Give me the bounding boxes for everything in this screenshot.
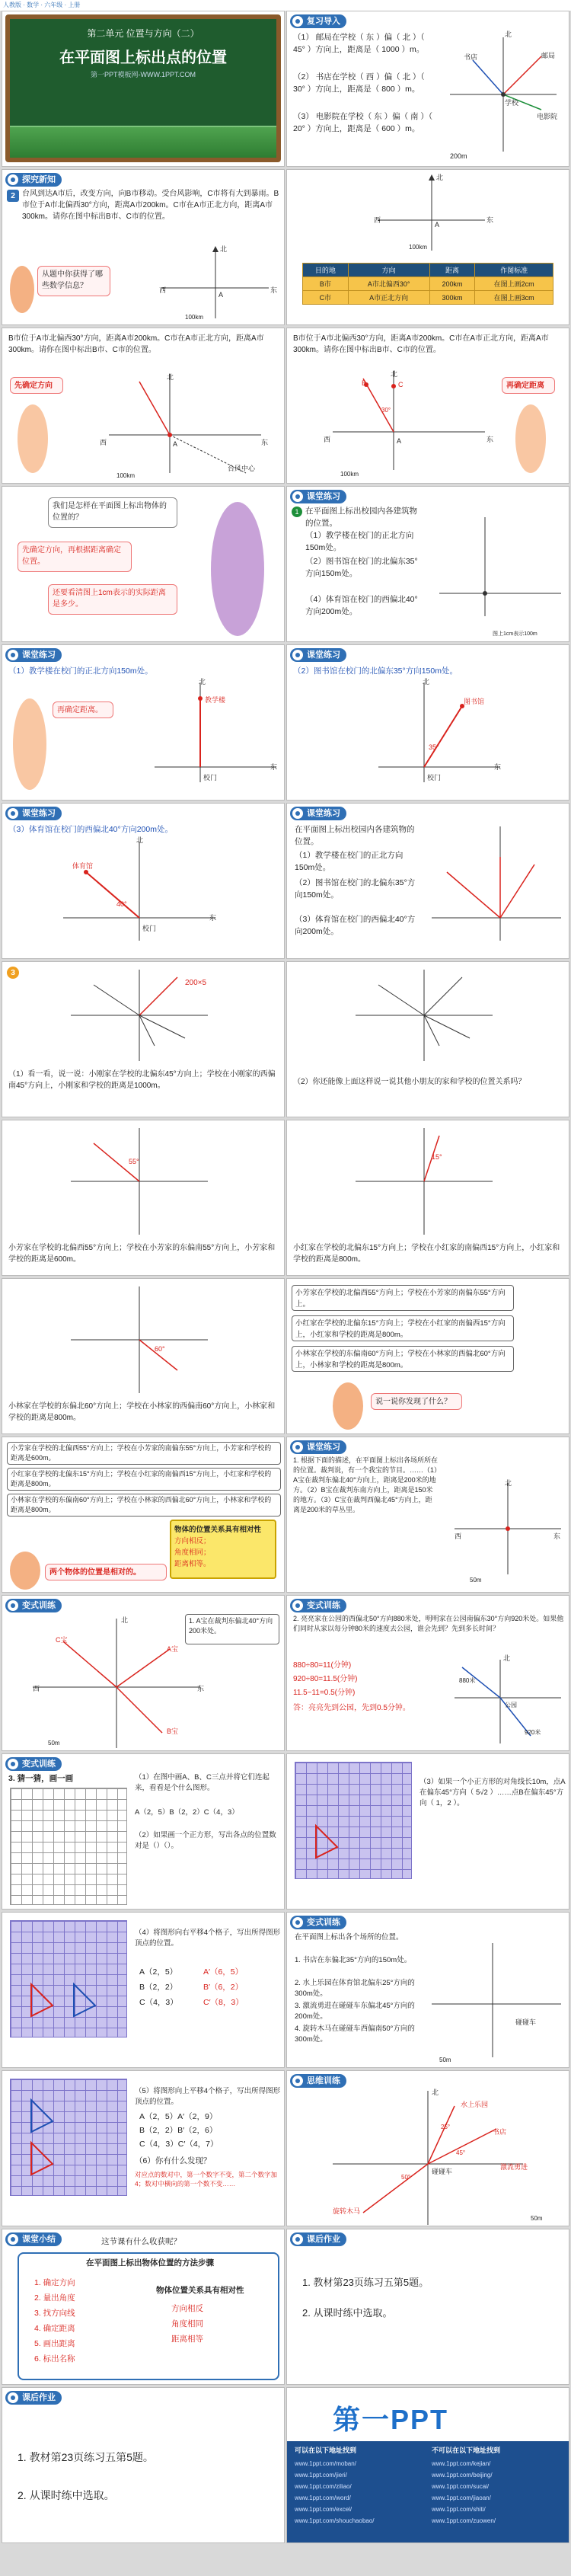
section-badge: 课堂练习 xyxy=(290,490,346,503)
slide-5[interactable] xyxy=(2,328,285,484)
angle-label: 40° xyxy=(116,900,127,908)
relativity-2: 角度相同 xyxy=(171,2319,203,2328)
map-north: 北 xyxy=(167,373,174,381)
link[interactable]: www.1ppt.com/jiaoan/ xyxy=(432,2495,491,2501)
description-text: 小芳家在学校的北偏西55°方向上；学校在小芳家的东偏南55°方向上，小芳家和学校的距离是600m。 xyxy=(8,1244,276,1264)
distance-map xyxy=(317,371,500,478)
map-east: 东 xyxy=(197,1685,205,1692)
task-text: （3）体育馆在校门的西偏北40°方向200m处。 xyxy=(8,825,173,834)
map-north: 北 xyxy=(220,245,228,253)
relativity-title: 物体位置关系具有相对性 xyxy=(156,2286,244,2295)
map-west: 西 xyxy=(455,1532,462,1540)
exercise-intro: 在平面图上标出校园内各建筑物的位置。 xyxy=(295,825,415,846)
section-badge: 课堂练习 xyxy=(290,1440,346,1454)
map-scale: 50m xyxy=(470,1577,482,1584)
table-row: C市 A市正北方向 300km 在图上画3cm xyxy=(303,291,553,305)
relativity-1: 方向相反 xyxy=(171,2304,203,2313)
slide-15[interactable] xyxy=(2,1120,285,1276)
link[interactable]: www.1ppt.com/shiti/ xyxy=(432,2506,486,2513)
ppt-logo: 第一PPT xyxy=(333,2404,449,2435)
badge-dot-icon xyxy=(292,2234,303,2245)
hint-box: 1. A宝在裁判东偏北40°方向200米处。 xyxy=(185,1614,279,1644)
section-badge: 课堂小结 xyxy=(5,2232,62,2246)
bookstore-label: 书店 xyxy=(493,2128,507,2136)
answer-bubble-2: 还要看清图上1cm表示的实际距离是多少。 xyxy=(48,584,177,615)
girl-illustration xyxy=(13,698,46,790)
map-a: A xyxy=(435,221,440,229)
badge-dot-icon xyxy=(292,2076,303,2086)
map-north: 北 xyxy=(436,174,444,181)
exercise-item-3: （3）体育馆在校门的西偏北40°方向200m处。 xyxy=(295,915,416,936)
links-panel xyxy=(287,2441,569,2543)
slide-26[interactable] xyxy=(286,1912,569,2068)
hint-bubble: 先确定方向 xyxy=(10,377,63,394)
gym-label: 体育馆 xyxy=(72,862,94,870)
angle-label: 60° xyxy=(155,1345,165,1353)
exercise-item-2: A（2，5）B（2，2）C（4，3） xyxy=(135,1808,239,1817)
slide-17[interactable] xyxy=(2,1278,285,1434)
student-illustration xyxy=(333,1382,363,1430)
slide-20[interactable] xyxy=(286,1437,569,1593)
park-answer-map xyxy=(333,2091,523,2225)
library-label: 图书馆 xyxy=(464,698,485,705)
answer-bubble-1: 先确定方向，再根据距离确定位置。 xyxy=(18,542,132,572)
question-bubble: 从题中你获得了哪些数学信息？ xyxy=(37,266,110,296)
problem-number: 3 xyxy=(7,967,19,979)
translate-right-plot xyxy=(10,1920,127,2037)
point-b: B xyxy=(362,379,367,387)
map-east: 东 xyxy=(486,436,494,443)
badge-dot-icon xyxy=(292,1917,303,1928)
finding-note: 对应点的数对中，第一个数字不变，第二个数字加4；数对中横向的第一个数不变…… xyxy=(135,2171,278,2188)
exercise-item-2: （2）图书馆在校门的北偏东35°方向150m处。 xyxy=(295,878,416,900)
map-cinema: 电影院 xyxy=(537,113,558,120)
map-north: 北 xyxy=(423,678,430,686)
a-treasure: A宝 xyxy=(167,1645,179,1653)
map-north: 北 xyxy=(136,836,144,844)
section-badge: 课堂练习 xyxy=(5,648,62,662)
slide-8[interactable] xyxy=(286,486,569,642)
section-badge: 思维训练 xyxy=(290,2074,346,2088)
exercise-item-1: （1）教学楼在校门的正北方向150m处。 xyxy=(295,851,404,872)
slide-14[interactable] xyxy=(286,961,569,1117)
exercise-item-5: （5）将图形向上平移4个格子，写出所得图形顶点的位置。 xyxy=(135,2087,281,2106)
slide-3[interactable] xyxy=(2,169,285,325)
homework-item-1: 1. 教材第23页练习五第5题。 xyxy=(18,2451,154,2463)
home-school-map xyxy=(348,970,500,1061)
lin-map xyxy=(63,1286,215,1393)
section-badge: 变式训练 xyxy=(290,1916,346,1929)
rapids-label: 激流勇进 xyxy=(500,2163,528,2171)
task-text: （1）教学楼在校门的正北方向150m处。 xyxy=(8,666,153,676)
water-park-label: 水上乐园 xyxy=(461,2101,489,2108)
girl-illustration xyxy=(18,404,48,473)
b-treasure: B宝 xyxy=(167,1727,179,1735)
slide-11[interactable] xyxy=(2,803,285,959)
relativity-3: 距离相等 xyxy=(171,2335,203,2344)
badge-dot-icon xyxy=(8,650,18,660)
problem-map xyxy=(155,246,276,322)
description-text: 小红家在学校的北偏东15°方向上；学校在小红家的南偏西15°方向上，小红家和学校的距离是800m。 xyxy=(293,1244,560,1264)
exercise-item-2: 2. 水上乐园在体育馆北偏东25°方向的300m处。 xyxy=(295,1979,415,1998)
map-scale: 100km xyxy=(185,314,204,321)
ask-bubble: 说一说你发现了什么？ xyxy=(371,1393,462,1410)
relation-item-2: 小红家在学校的北偏东15°方向上；学校在小红家的南偏西15°方向上，小红家和学校的距离是800m。 xyxy=(292,1315,514,1341)
section-badge: 变式训练 xyxy=(290,1599,346,1612)
angle-label: 15° xyxy=(432,1153,442,1161)
conclusion-bubble: 两个物体的位置是相对的。 xyxy=(45,1564,167,1580)
slide-13[interactable] xyxy=(2,961,285,1117)
link[interactable]: www.1ppt.com/ziliao/ xyxy=(295,2483,352,2490)
exercise-item-6: （6）你有什么发现？ xyxy=(135,2156,212,2165)
slide-30[interactable] xyxy=(286,2229,569,2385)
exercise-item-1: 1. 书店在东偏北35°方向的150m处。 xyxy=(295,1956,412,1964)
exercise-intro: 在平面图上标出校园内各建筑物的位置。 xyxy=(305,507,417,528)
step-5: 5. 画出距离 xyxy=(34,2339,75,2348)
exercise-text: 1. 根据下面的描述，在平面图上标出各场所所在的位置。裁判说，有一个我宝的节目。……（1）A宝在裁判东偏北40°方向上，距离是200米的地方。（2）B宝在裁判东南方向上，距离是150米的地方。（3）C宝在裁判西偏北45°方向上，距离是200米的草丛里。 xyxy=(293,1456,439,1513)
badge-dot-icon xyxy=(8,1759,18,1769)
badge-dot-icon xyxy=(8,174,18,185)
hong-map xyxy=(348,1128,500,1235)
slide-1[interactable] xyxy=(2,11,285,167)
problem-number: 2 xyxy=(7,190,19,202)
section-badge: 课堂练习 xyxy=(5,807,62,820)
girl-illustration xyxy=(515,404,546,473)
triangle-plot xyxy=(295,1762,412,1879)
carousel-label: 旋转木马 xyxy=(333,2207,361,2215)
map-scale: 100km xyxy=(340,471,359,478)
badge-dot-icon xyxy=(292,491,303,502)
relation-item-3: 小林家在学校的东偏南60°方向上；学校在小林家的西偏北60°方向上，小林家和学校的距离是800m。 xyxy=(7,1494,281,1517)
section-badge: 课后作业 xyxy=(5,2391,62,2405)
slide-27[interactable] xyxy=(2,2070,285,2226)
map-east: 东 xyxy=(494,763,502,771)
relation-item-3: 小林家在学校的东偏南60°方向上；学校在小林家的西偏北60°方向上，小林家和学校的距离是800m。 xyxy=(292,1346,514,1372)
scale-note: 200×5 xyxy=(185,979,207,987)
problem-text: 台风到达A市后，改变方向，向B市移动。受台风影响，C市将有大到暴雨。B市位于A市北偏西30°方向，距离A市200km。C市在A市正北方向，距离A市300km。请你在图中标出B市、C市的位置。 xyxy=(22,190,279,221)
map-north: 北 xyxy=(503,1654,511,1662)
map-east: 东 xyxy=(486,216,494,224)
map-east: 东 xyxy=(270,763,278,771)
student-illustration xyxy=(10,266,34,313)
angle-label: 55° xyxy=(129,1158,139,1165)
slide-21[interactable] xyxy=(2,1595,285,1751)
section-badge: 复习导入 xyxy=(290,14,346,28)
summary-heading: 在平面图上标出物体位置的方法步骤 xyxy=(86,2258,214,2268)
calc-line-2: 920÷80=11.5(分钟) xyxy=(293,1675,358,1683)
answer-line: 答：亮亮先到公园，先到0.5分钟。 xyxy=(293,1704,410,1712)
relation-item-1: 小芳家在学校的北偏西55°方向上；学校在小芳家的南偏东55°方向上，小芳家和学校的距离是600m。 xyxy=(7,1442,281,1465)
coord-row-1: A（2，5）A′（2，9） xyxy=(139,2112,218,2121)
slide-29[interactable] xyxy=(2,2229,285,2385)
teacher-illustration xyxy=(211,502,264,636)
bumper-car-label: 碰碰车 xyxy=(432,2168,453,2175)
question-bubble: 我们是怎样在平面图上标出物体的位置的？ xyxy=(48,497,177,528)
label-880: 880米 xyxy=(459,1677,476,1684)
slide-16[interactable] xyxy=(286,1120,569,1276)
exercise-text: （4）将图形向右平移4个格子，写出所得图形顶点的位置。 xyxy=(135,1929,281,1948)
map-school: 学校 xyxy=(505,99,519,107)
coord-a-prime: A′（6，5） xyxy=(203,1967,244,1977)
coord-c-prime: C′（8，3） xyxy=(203,1998,244,2007)
badge-dot-icon xyxy=(292,650,303,660)
links-col-1-title: 可以在以下地址找到 xyxy=(295,2447,357,2454)
link[interactable]: www.1ppt.com/sucai/ xyxy=(432,2483,490,2490)
step-4: 4. 确定距离 xyxy=(34,2324,75,2333)
exercise-number: 1 xyxy=(292,507,302,517)
map-scale: 50m xyxy=(439,2057,451,2063)
map-north: 北 xyxy=(505,1479,512,1487)
calc-line-3: 11.5−11=0.5(分钟) xyxy=(293,1689,356,1697)
plot-gym xyxy=(63,842,215,948)
badge-dot-icon xyxy=(8,1600,18,1611)
slide-32[interactable] xyxy=(286,2387,569,2543)
map-west: 西 xyxy=(159,286,167,294)
badge-dot-icon xyxy=(8,808,18,819)
map-north: 北 xyxy=(199,678,206,686)
map-west: 西 xyxy=(100,439,107,446)
footer-text: 第一PPT模板网-WWW.1PPT.COM xyxy=(91,71,196,78)
gate-label: 校门 xyxy=(427,774,442,781)
map-scale: 200m xyxy=(450,152,467,160)
section-badge: 课堂练习 xyxy=(290,807,346,820)
description-text: 小林家在学校的东偏北60°方向上；学校在小林家的西偏南60°方向上，小林家和学校的距离是800m。 xyxy=(8,1402,276,1422)
link[interactable]: www.1ppt.com/shouchaobao/ xyxy=(295,2517,375,2524)
table-map xyxy=(371,174,493,258)
slide-6[interactable] xyxy=(286,328,569,484)
slide-23[interactable] xyxy=(2,1753,285,1910)
link[interactable]: www.1ppt.com/excel/ xyxy=(295,2506,352,2513)
relation-item-1: 小芳家在学校的北偏西55°方向上；学校在小芳家的南偏东55°方向上。 xyxy=(292,1285,514,1311)
relation-item-2: 小红家在学校的北偏东15°方向上；学校在小红家的南偏西15°方向上，小红家和学校的距离是800m。 xyxy=(7,1468,281,1491)
map-scale: 100km xyxy=(116,472,136,479)
student-illustration xyxy=(10,1552,40,1590)
angle-25: 25° xyxy=(441,2124,451,2130)
map-scale: 50m xyxy=(531,2215,543,2222)
link[interactable]: www.1ppt.com/word/ xyxy=(295,2495,351,2501)
fang-map xyxy=(63,1128,215,1235)
badge-dot-icon xyxy=(292,1442,303,1453)
hint-bubble: 再确定距离 xyxy=(502,377,555,394)
coord-row-3: C（4，3）C′（4，7） xyxy=(139,2140,219,2149)
summary-box xyxy=(18,2252,279,2380)
problem-text: B市位于A市北偏西30°方向，距离A市200km。C市在A市正北方向，距离A市300km。请你在图中标出B市、C市的位置。 xyxy=(293,334,549,354)
slide-9[interactable] xyxy=(2,644,285,801)
map-north: 北 xyxy=(391,370,398,378)
coord-a: A（2，5） xyxy=(139,1967,178,1977)
section-badge: 变式训练 xyxy=(5,1757,62,1771)
angle-50: 50° xyxy=(401,2174,411,2181)
step-3: 3. 找方向线 xyxy=(34,2309,75,2318)
slide-28[interactable] xyxy=(286,2070,569,2226)
map-a: A xyxy=(173,440,178,448)
exercise-intro: 在平面图上标出各个场所的位置。 xyxy=(295,1933,404,1942)
plan-table: 目的地 方向 距离 作图标准 B市 A市北偏西30° 200km 在图上画2cm C市 A市正北方向 300km 在图上画3cm xyxy=(302,263,553,305)
review-line-1: （1） 邮局在学校（ 东 ）偏（ 北 ）（ 45° ）方向上，距离是（ 1000 ）m。 xyxy=(293,33,425,54)
summary-question: 这节课有什么收获呢？ xyxy=(101,2237,181,2246)
angle-45: 45° xyxy=(456,2149,466,2156)
question-text: （1）看一看，说一说：小刚家在学校的北偏东45°方向上；学校在小刚家的西偏南45°方向上，小刚家和学校的距离是1000m。 xyxy=(8,1070,276,1090)
slide-10[interactable] xyxy=(286,644,569,801)
map-west: 西 xyxy=(33,1685,40,1692)
review-line-2: （2） 书店在学校（ 西 ）偏（ 北 ）（ 30° ）方向上，距离是（ 800 ）m。 xyxy=(293,72,425,94)
homework-item-1: 1. 教材第23页练习五第5题。 xyxy=(302,2277,429,2288)
map-east: 东 xyxy=(270,286,278,294)
gate-label: 校门 xyxy=(142,925,157,932)
link[interactable]: www.1ppt.com/moban/ xyxy=(295,2460,356,2467)
campus-result-map xyxy=(432,826,561,948)
slide-18[interactable] xyxy=(286,1278,569,1434)
link[interactable]: www.1ppt.com/jieri/ xyxy=(295,2472,347,2479)
judge-map xyxy=(455,1483,561,1574)
map-west: 西 xyxy=(324,436,331,443)
homework-item-2: 2. 从课时练中选取。 xyxy=(18,2489,115,2501)
exercise-item-2: （2）图书馆在校门的北偏东35°方向150m处。 xyxy=(305,557,418,578)
teaching-building-label: 教学楼 xyxy=(205,696,226,704)
map-north: 北 xyxy=(505,30,512,38)
park-label: 公园 xyxy=(505,1702,517,1708)
problem-text: 2. 亮亮家在公园的西偏北50°方向880米处，明明家在公园南偏东30°方向920米处。如果他们同时从家以每分钟80米的速度去公园，谁会先到？先到多长时间？ xyxy=(293,1615,564,1632)
coord-c: C（4，3） xyxy=(139,1998,178,2007)
slide-22[interactable] xyxy=(286,1595,569,1751)
question-text: （2）你还能像上面这样说一说其他小朋友的家和学校的位置关系吗？ xyxy=(293,1078,526,1086)
homework-item-2: 2. 从课时练中选取。 xyxy=(302,2307,393,2319)
badge-dot-icon xyxy=(292,1600,303,1611)
gate-label: 校门 xyxy=(203,774,218,781)
map-post: 邮局 xyxy=(541,52,556,59)
map-east: 东 xyxy=(553,1532,561,1540)
section-badge: 变式训练 xyxy=(5,1599,62,1612)
task-text: （2）图书馆在校门的北偏东35°方向150m处。 xyxy=(293,666,458,676)
exercise-title: 3. 猜一猜，画一画 xyxy=(8,1774,74,1783)
badge-dot-icon xyxy=(8,2392,18,2403)
slide-4[interactable] xyxy=(286,169,569,325)
link[interactable]: www.1ppt.com/kejian/ xyxy=(432,2460,491,2467)
slide-25[interactable] xyxy=(2,1912,285,2068)
title-blackboard xyxy=(5,14,281,162)
link[interactable]: www.1ppt.com/zuowen/ xyxy=(432,2517,496,2524)
slide-2[interactable] xyxy=(286,11,569,167)
map-north: 北 xyxy=(121,1616,129,1624)
table-row: B市 A市北偏西30° 200km 在图上画2cm xyxy=(303,277,553,291)
coord-b: B（2，2） xyxy=(139,1983,178,1992)
badge-dot-icon xyxy=(8,2234,18,2245)
exercise-text: （3）如果一个小正方形的对角线长10m，点A在偏东45°方向（ 5√2 ）……点B在偏东45°方向（ 1，2 ）。 xyxy=(419,1778,566,1807)
badge-dot-icon xyxy=(292,16,303,27)
slide-19[interactable] xyxy=(2,1437,285,1593)
point-c: C xyxy=(398,381,404,388)
c-treasure: C宝 xyxy=(56,1636,68,1644)
relativity-note: 物体的位置关系具有相对性 方向相反； 角度相同； 距离相等。 xyxy=(170,1520,276,1579)
exercise-item-1: （1）在图中画A、B、C三点并将它们连起来，看看是个什么图形。 xyxy=(135,1773,270,1792)
campus-map xyxy=(439,517,561,624)
angle-label: 30° xyxy=(381,407,391,414)
typhoon-label: 台风中心 xyxy=(228,465,256,472)
step-1: 1. 确定方向 xyxy=(34,2278,75,2287)
link[interactable]: www.1ppt.com/beijing/ xyxy=(432,2472,493,2479)
label-920: 920米 xyxy=(525,1729,541,1736)
coord-row-2: B（2，2）B′（2，6） xyxy=(139,2126,218,2135)
unit-title: 第二单元 位置与方向（二） xyxy=(87,28,199,39)
calc-line-1: 880÷80=11(分钟) xyxy=(293,1661,352,1670)
exercise-item-3: 3. 激流勇进在碰碰车东偏北45°方向的200m处。 xyxy=(295,2002,415,2021)
slide-24[interactable] xyxy=(286,1753,569,1910)
slide-7[interactable] xyxy=(2,486,285,642)
step-2: 2. 量出角度 xyxy=(34,2293,75,2303)
problem-text: B市位于A市北偏西30°方向，距离A市200km。C市在A市正北方向，距离A市300km。请你在图中标出B市、C市的位置。 xyxy=(8,334,264,354)
map-a: A xyxy=(397,437,402,445)
coordinate-grid xyxy=(10,1788,127,1905)
coord-b-prime: B′（6，2） xyxy=(203,1983,244,1992)
translate-up-plot xyxy=(10,2079,127,2196)
map-scale: 100km xyxy=(409,244,428,251)
map-east: 东 xyxy=(261,439,269,446)
hint-bubble: 再确定距离。 xyxy=(53,702,113,718)
bumper-car-label: 碰碰车 xyxy=(515,2018,537,2026)
review-line-3: （3） 电影院在学校（ 东 ）偏（ 南 ）（ 20° ）方向上，距离是（ 600 ）m。 xyxy=(293,112,433,133)
park-plan xyxy=(432,1943,561,2057)
map-west: 西 xyxy=(374,216,381,224)
links-col-2-title: 不可以在以下地址找到 xyxy=(432,2447,501,2454)
angle-label: 35° xyxy=(429,743,439,751)
section-badge: 课后作业 xyxy=(290,2232,346,2246)
exercise-item-4: （4）体育馆在校门的西偏北40°方向200m处。 xyxy=(305,595,418,616)
lesson-title: 在平面图上标出点的位置 xyxy=(59,50,227,66)
map-north: 北 xyxy=(432,2089,439,2096)
slide-31[interactable] xyxy=(2,2387,285,2543)
section-badge: 课堂练习 xyxy=(290,648,346,662)
exercise-item-3: （2）如果画一个正方形，写出各点的位置数对是（）（）。 xyxy=(135,1831,276,1850)
section-badge: 探究新知 xyxy=(5,173,62,187)
map-bookstore: 书店 xyxy=(464,53,478,61)
exercise-item-4: 4. 旋转木马在碰碰车西偏南50°方向的300m处。 xyxy=(295,2025,415,2044)
grass-decoration xyxy=(10,126,276,158)
map-scale: 50m xyxy=(48,1740,60,1747)
step-6: 6. 标出名称 xyxy=(34,2354,75,2363)
breadcrumb: 人教版 · 数学 · 六年级 · 上册 xyxy=(0,0,571,11)
badge-dot-icon xyxy=(292,808,303,819)
exercise-item-1: （1）教学楼在校门的正北方向150m处。 xyxy=(305,531,414,552)
slide-12[interactable] xyxy=(286,803,569,959)
map-east: 东 xyxy=(209,914,217,922)
scale-legend: 图上1cm表示100m xyxy=(493,631,538,637)
map-a: A xyxy=(219,291,224,299)
